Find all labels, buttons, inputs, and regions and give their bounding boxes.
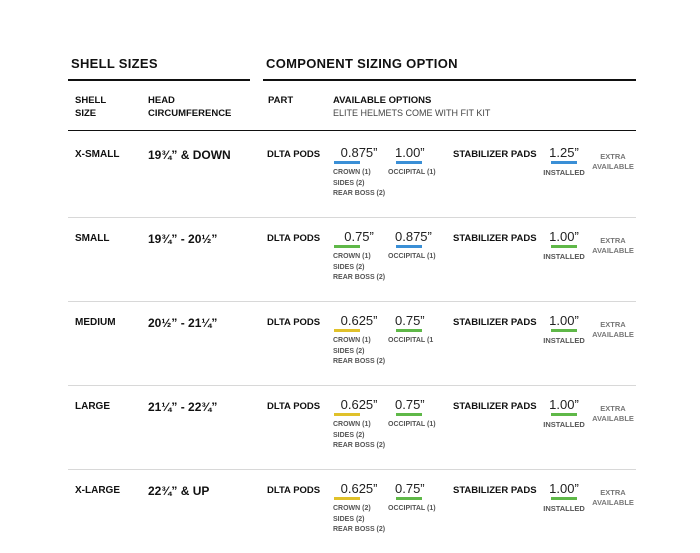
pad-installed-label: INSTALLED: [543, 168, 585, 177]
row-stabilizer-pads: STABILIZER PADS: [453, 233, 537, 244]
row-part: DLTA PODS: [267, 233, 321, 244]
pad-extra-line2: AVAILABLE: [592, 330, 634, 339]
option-occipital-value: 1.00”: [395, 145, 425, 160]
option-primary: [333, 313, 385, 368]
row-stabilizer-pads: STABILIZER PADS: [453, 401, 537, 412]
option-occipital-value: 0.75”: [395, 397, 425, 412]
col-header-available-options: [333, 94, 490, 120]
option-primary-color-bar: [334, 413, 360, 416]
option-primary-label-2: SIDES (2): [333, 179, 365, 187]
option-occipital-color-bar: [396, 497, 422, 500]
col-header-shell-size-line1: SHELL: [75, 95, 107, 106]
row-separator: [68, 469, 636, 470]
col-header-head-circ-line1: HEAD: [148, 95, 175, 106]
option-occipital-value: 0.875”: [395, 229, 432, 244]
option-primary-label-1: CROWN (1): [333, 169, 371, 176]
pad-extra-available: [591, 236, 635, 256]
option-primary: [333, 397, 385, 452]
heading-rule-left: [68, 79, 250, 81]
option-primary-label-3: REAR BOSS (2): [333, 358, 386, 365]
option-primary-value: 0.625”: [340, 397, 378, 412]
row-size-name: X-LARGE: [75, 485, 120, 496]
pad-extra-line1: EXTRA: [600, 488, 626, 497]
option-primary-color-bar: [334, 161, 360, 164]
row-head-circumference: 22¾” & UP: [148, 484, 210, 498]
option-occipital-label: OCCIPITAL (1): [388, 169, 436, 176]
row-part: DLTA PODS: [267, 401, 321, 412]
row-separator: [68, 217, 636, 218]
col-header-part: PART: [268, 95, 294, 106]
option-occipital: [388, 313, 438, 347]
pad-extra-line2: AVAILABLE: [592, 162, 634, 171]
row-part: DLTA PODS: [267, 485, 321, 496]
option-occipital-color-bar: [396, 329, 422, 332]
option-primary-label-3: REAR BOSS (2): [333, 442, 386, 449]
pad-color-bar: [551, 329, 577, 332]
option-occipital-color-bar: [396, 161, 422, 164]
row-separator: [68, 301, 636, 302]
pad-extra-line1: EXTRA: [600, 404, 626, 413]
row-size-name: LARGE: [75, 401, 110, 412]
pad-option: [543, 145, 585, 177]
heading-rule-right: [263, 79, 636, 81]
option-occipital-color-bar: [396, 413, 422, 416]
row-part: DLTA PODS: [267, 317, 321, 328]
option-primary-label-2: SIDES (2): [333, 431, 365, 439]
pad-value: 1.00”: [549, 313, 579, 328]
option-primary-label-1: CROWN (1): [333, 253, 371, 260]
row-size-name: X-SMALL: [75, 149, 120, 160]
option-occipital-label: OCCIPITAL (1: [388, 337, 434, 344]
row-size-name: SMALL: [75, 233, 110, 244]
pad-color-bar: [551, 245, 577, 248]
option-primary-color-bar: [334, 329, 360, 332]
row-stabilizer-pads: STABILIZER PADS: [453, 317, 537, 328]
pad-extra-available: [591, 404, 635, 424]
pad-extra-line2: AVAILABLE: [592, 246, 634, 255]
option-primary-label-1: CROWN (2): [333, 505, 371, 512]
component-sizing-heading: COMPONENT SIZING OPTION: [266, 56, 458, 71]
option-occipital-value: 0.75”: [395, 481, 425, 496]
option-primary-label-2: SIDES (2): [333, 347, 365, 355]
option-occipital: [388, 397, 438, 431]
pad-value: 1.00”: [549, 229, 579, 244]
option-occipital: [388, 481, 438, 515]
option-primary-color-bar: [334, 245, 360, 248]
pad-extra-available: [591, 320, 635, 340]
option-occipital: [388, 145, 438, 179]
option-primary: [333, 229, 385, 284]
row-size-name: MEDIUM: [75, 317, 116, 328]
row-part: DLTA PODS: [267, 149, 321, 160]
option-primary-value: 0.75”: [344, 229, 374, 244]
header-rule: [68, 130, 636, 131]
option-primary-label-3: REAR BOSS (2): [333, 190, 386, 197]
col-header-available-label: AVAILABLE OPTIONS: [333, 95, 432, 106]
pad-extra-line1: EXTRA: [600, 236, 626, 245]
pad-installed-label: INSTALLED: [543, 252, 585, 261]
row-head-circumference: 21¼” - 22¾”: [148, 400, 218, 414]
option-primary-label-3: REAR BOSS (2): [333, 526, 386, 533]
col-header-head-circ-line2: CIRCUMFERENCE: [148, 108, 232, 119]
option-primary-label-2: SIDES (2): [333, 515, 365, 523]
shell-sizes-heading: SHELL SIZES: [71, 56, 158, 71]
pad-value: 1.00”: [549, 481, 579, 496]
pad-installed-label: INSTALLED: [543, 336, 585, 345]
pad-installed-label: INSTALLED: [543, 504, 585, 513]
option-occipital-color-bar: [396, 245, 422, 248]
option-primary-label-3: REAR BOSS (2): [333, 274, 386, 281]
col-header-shell-size: [75, 94, 106, 120]
pad-option: [543, 481, 585, 513]
pad-extra-line1: EXTRA: [600, 152, 626, 161]
option-occipital-label: OCCIPITAL (1): [388, 421, 436, 428]
pad-option: [543, 229, 585, 261]
option-primary-label-1: CROWN (1): [333, 421, 371, 428]
option-occipital-value: 0.75”: [395, 313, 425, 328]
option-primary-value: 0.875”: [340, 145, 378, 160]
pad-installed-label: INSTALLED: [543, 420, 585, 429]
option-primary-label-2: SIDES (2): [333, 263, 365, 271]
pad-extra-line2: AVAILABLE: [592, 414, 634, 423]
pad-extra-line2: AVAILABLE: [592, 498, 634, 507]
col-header-head-circumference: [148, 94, 231, 120]
pad-extra-line1: EXTRA: [600, 320, 626, 329]
pad-extra-available: [591, 488, 635, 508]
pad-value: 1.25”: [549, 145, 579, 160]
col-header-shell-size-line2: SIZE: [75, 108, 97, 119]
pad-value: 1.00”: [549, 397, 579, 412]
option-primary-value: 0.625”: [340, 313, 378, 328]
row-head-circumference: 19¾” & DOWN: [148, 148, 231, 162]
pad-option: [543, 397, 585, 429]
row-stabilizer-pads: STABILIZER PADS: [453, 485, 537, 496]
option-primary-color-bar: [334, 497, 360, 500]
option-primary: [333, 145, 385, 200]
option-occipital-label: OCCIPITAL (1): [388, 253, 436, 260]
row-head-circumference: 20½” - 21¼”: [148, 316, 218, 330]
pad-extra-available: [591, 152, 635, 172]
pad-color-bar: [551, 413, 577, 416]
option-primary-label-1: CROWN (1): [333, 337, 371, 344]
option-occipital-label: OCCIPITAL (1): [388, 505, 436, 512]
row-stabilizer-pads: STABILIZER PADS: [453, 149, 537, 160]
option-primary-value: 0.625”: [340, 481, 378, 496]
row-head-circumference: 19¾” - 20½”: [148, 232, 218, 246]
option-primary: [333, 481, 385, 536]
row-separator: [68, 385, 636, 386]
col-header-available-sub: ELITE HELMETS COME WITH FIT KIT: [333, 108, 491, 118]
option-occipital: [388, 229, 438, 263]
pad-option: [543, 313, 585, 345]
pad-color-bar: [551, 497, 577, 500]
pad-color-bar: [551, 161, 577, 164]
